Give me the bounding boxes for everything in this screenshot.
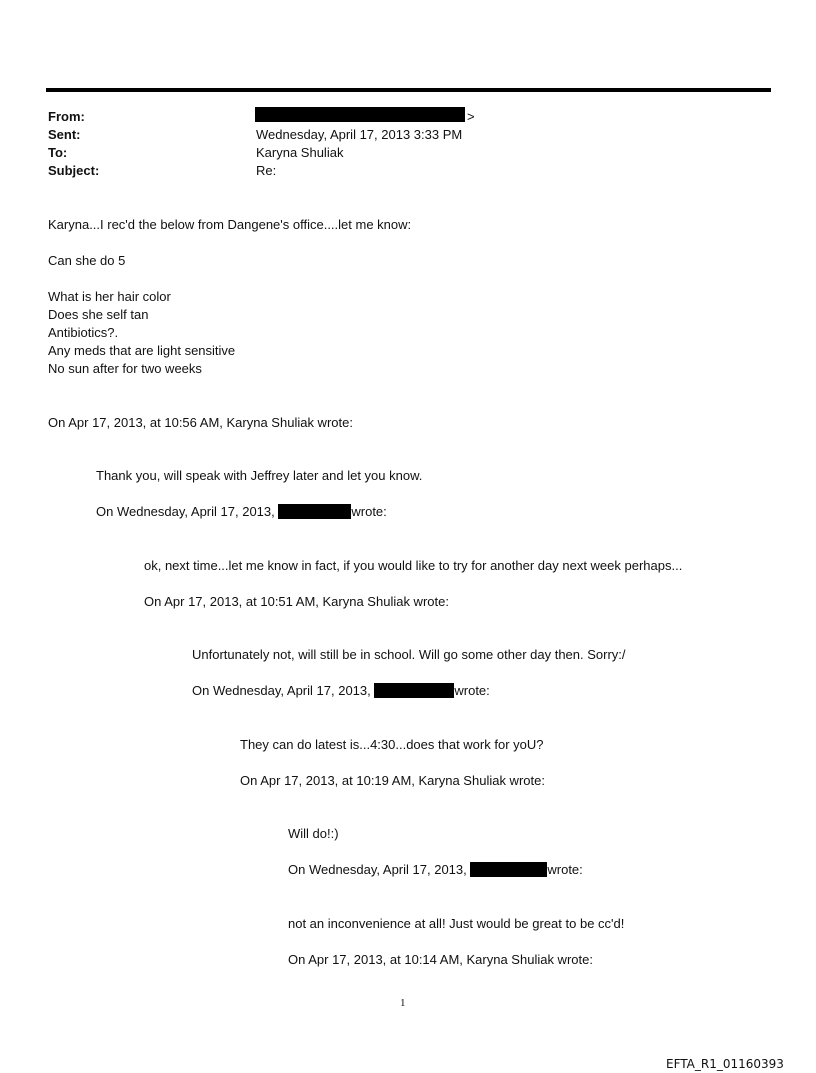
quote-header-prefix: On Wednesday, April 17, 2013, bbox=[96, 504, 275, 519]
sender-redaction bbox=[374, 683, 454, 698]
sender-redaction bbox=[278, 504, 351, 519]
quote-header bbox=[288, 862, 583, 878]
body-question: Can she do 5 bbox=[48, 253, 126, 268]
from-redaction bbox=[255, 107, 465, 122]
quote-header: On Apr 17, 2013, at 10:51 AM, Karyna Shuliak wrote: bbox=[144, 594, 449, 609]
document-id: EFTA_R1_01160393 bbox=[666, 1057, 784, 1071]
from-label: From: bbox=[48, 109, 85, 124]
quote-message: They can do latest is...4:30...does that work for yoU? bbox=[240, 737, 544, 752]
quote-header-prefix: On Wednesday, April 17, 2013, bbox=[288, 862, 467, 877]
to-label: To: bbox=[48, 145, 68, 160]
list-item: What is her hair color bbox=[48, 289, 171, 304]
quote-header-suffix: wrote: bbox=[351, 504, 387, 519]
quote-header: On Apr 17, 2013, at 10:19 AM, Karyna Shuliak wrote: bbox=[240, 773, 545, 788]
list-item: No sun after for two weeks bbox=[48, 361, 202, 376]
list-item: Does she self tan bbox=[48, 307, 149, 322]
quote-message: Thank you, will speak with Jeffrey later and let you know. bbox=[96, 468, 423, 483]
quote-message: ok, next time...let me know in fact, if you would like to try for another day next week perhaps... bbox=[144, 558, 683, 573]
header-rule bbox=[46, 88, 771, 92]
quote-header-suffix: wrote: bbox=[454, 683, 490, 698]
quote-header: On Apr 17, 2013, at 10:14 AM, Karyna Shuliak wrote: bbox=[288, 952, 593, 967]
quote-message: Unfortunately not, will still be in school. Will go some other day then. Sorry:/ bbox=[192, 647, 626, 662]
sender-redaction bbox=[470, 862, 547, 877]
list-item: Any meds that are light sensitive bbox=[48, 343, 236, 358]
quote-header-suffix: wrote: bbox=[547, 862, 583, 877]
quote-message: Will do!:) bbox=[288, 826, 339, 841]
quote-header-prefix: On Wednesday, April 17, 2013, bbox=[192, 683, 371, 698]
list-item: Antibiotics?. bbox=[48, 325, 119, 340]
sent-label: Sent: bbox=[48, 127, 81, 142]
subject-label: Subject: bbox=[48, 163, 100, 178]
quote-message: not an inconvenience at all! Just would be great to be cc'd! bbox=[288, 916, 625, 931]
from-suffix: > bbox=[467, 109, 475, 124]
quote-header bbox=[96, 504, 387, 520]
page-number: 1 bbox=[400, 997, 406, 1009]
quote-header bbox=[192, 683, 490, 699]
sent-value: Wednesday, April 17, 2013 3:33 PM bbox=[256, 127, 463, 142]
body-intro: Karyna...I rec'd the below from Dangene's office....let me know: bbox=[48, 217, 412, 232]
to-value: Karyna Shuliak bbox=[256, 145, 344, 160]
quote-header: On Apr 17, 2013, at 10:56 AM, Karyna Shuliak wrote: bbox=[48, 415, 353, 430]
subject-value: Re: bbox=[256, 163, 277, 178]
